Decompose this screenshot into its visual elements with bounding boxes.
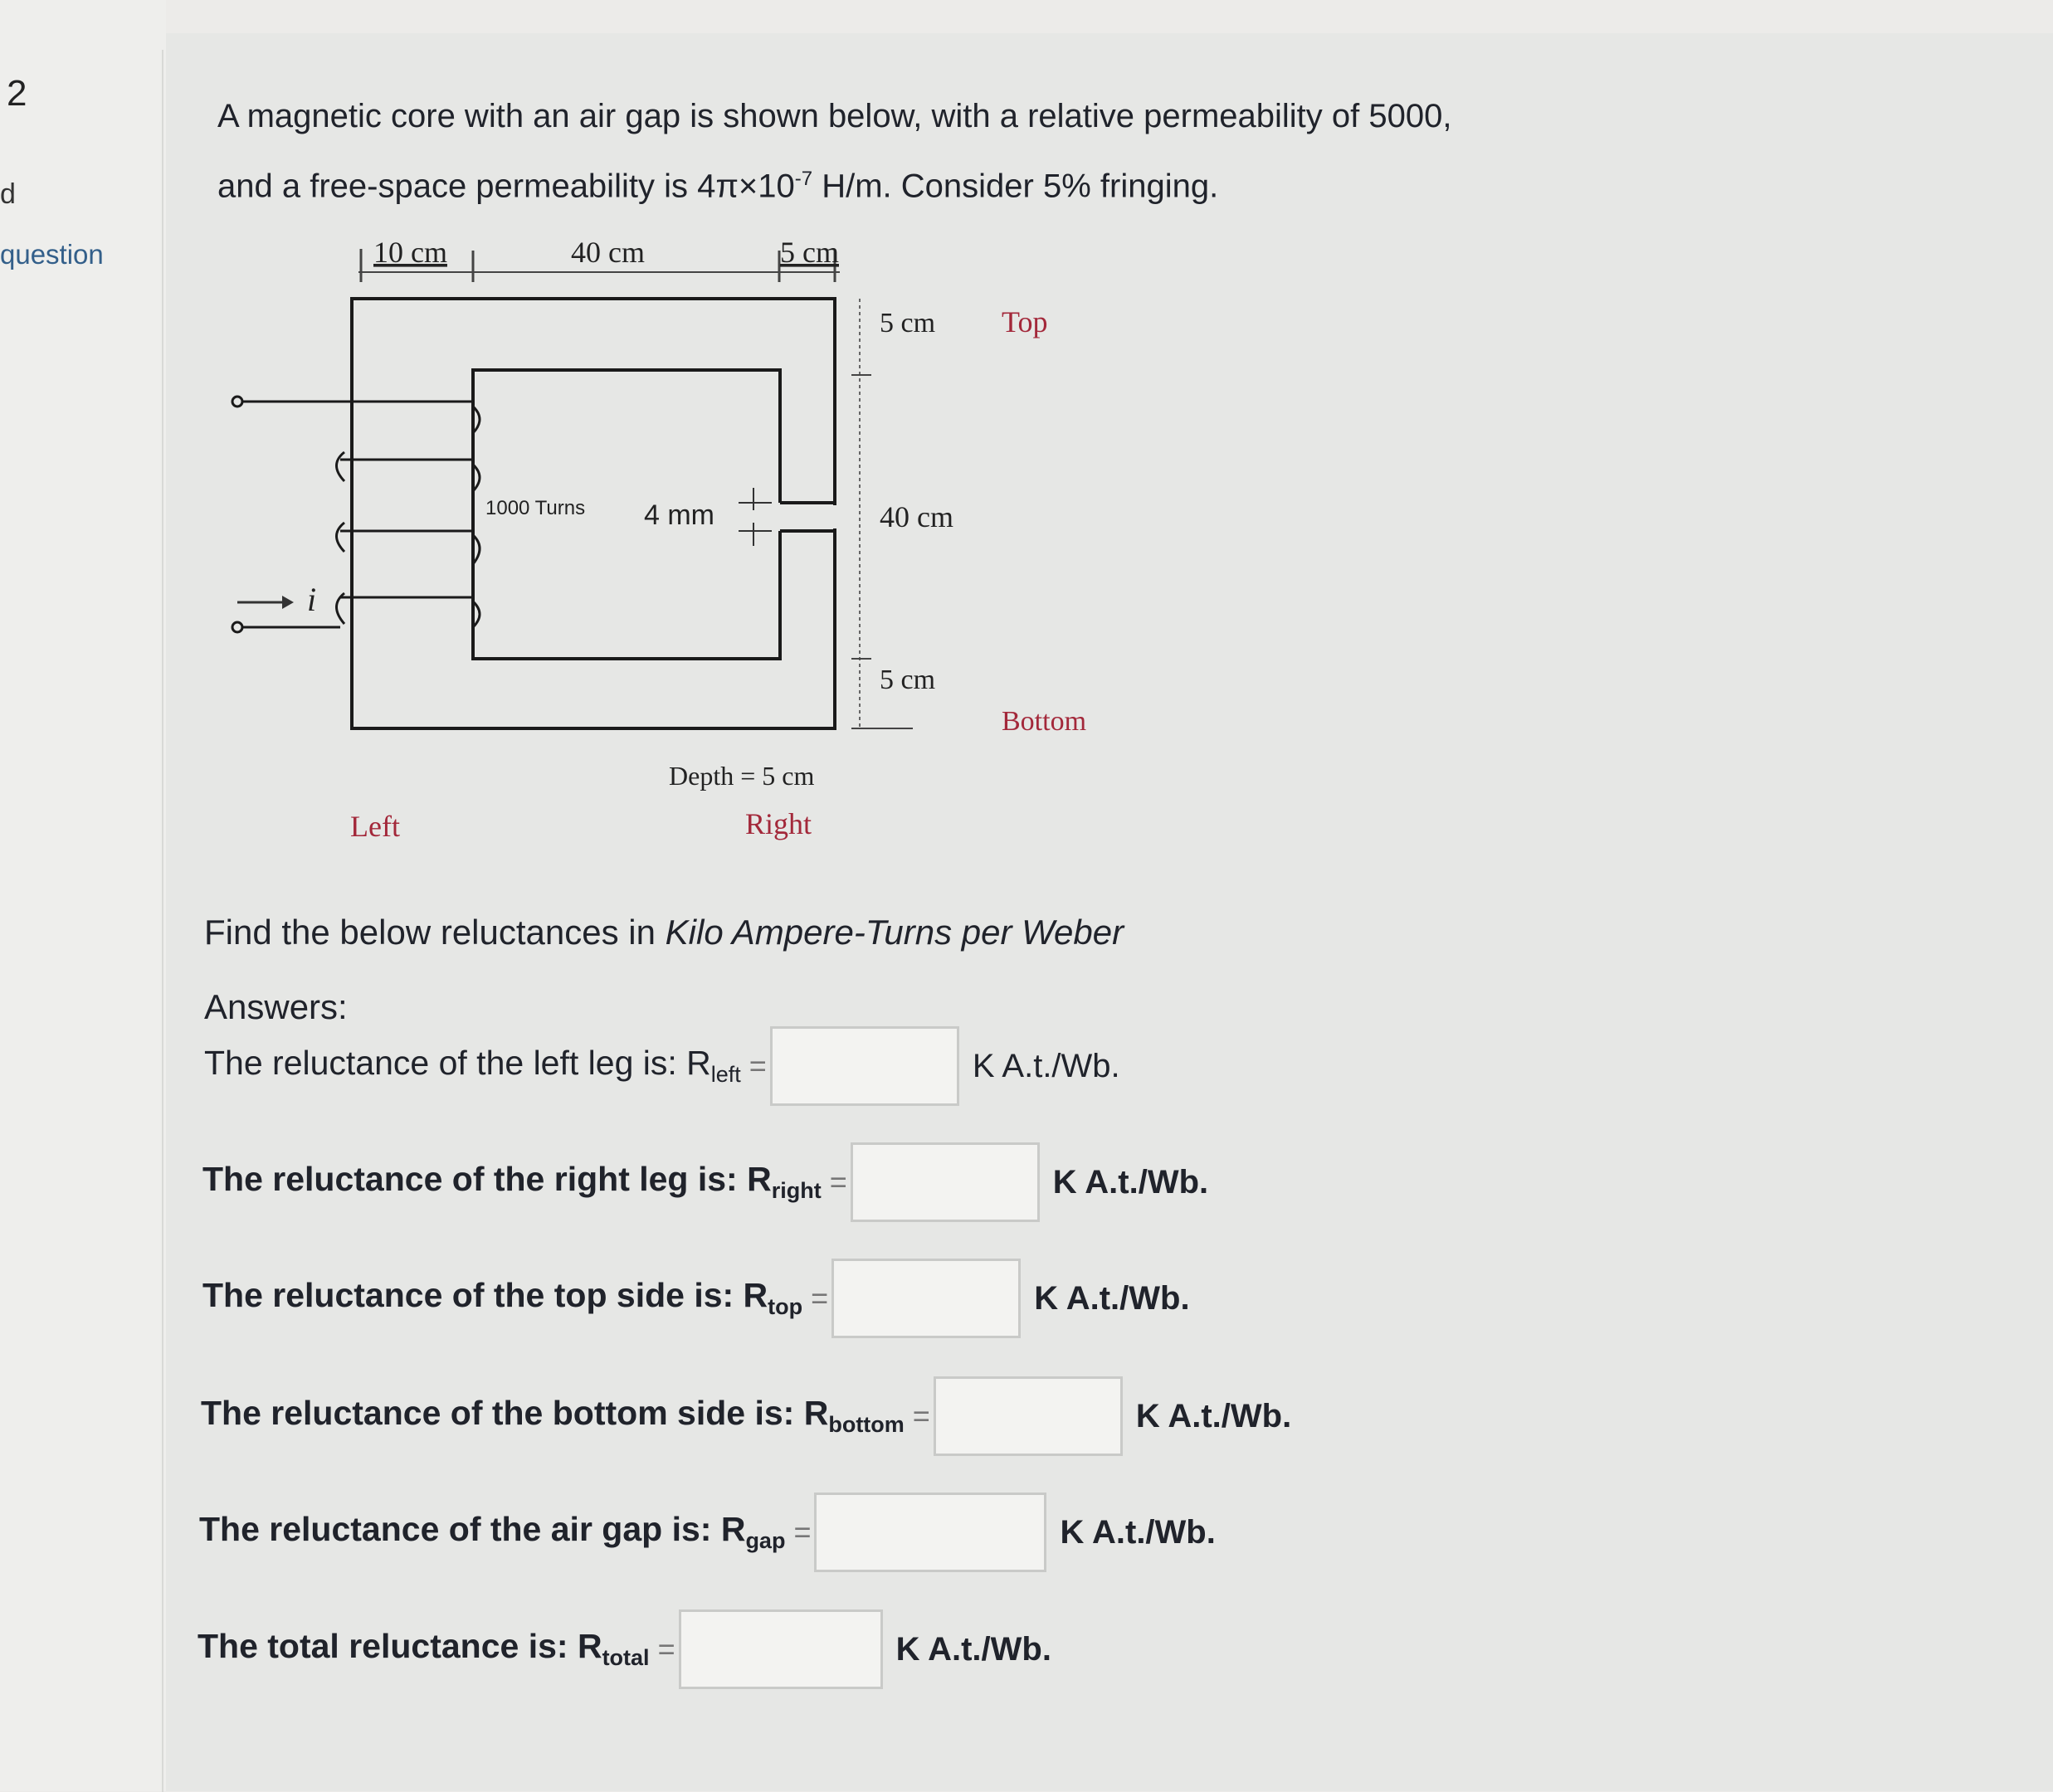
equals-sign: =	[829, 1165, 847, 1199]
dim-40cm-top: 40 cm	[571, 236, 645, 269]
unit-label: K A.t./Wb.	[1060, 1513, 1216, 1551]
answer-row-total	[197, 1608, 1051, 1691]
answer-row-bottom	[201, 1375, 1291, 1458]
unit-label: K A.t./Wb.	[1052, 1163, 1209, 1200]
flag-question-link[interactable]: question	[0, 239, 104, 270]
gap-label: 4 mm	[644, 499, 714, 531]
answer-label: The reluctance of the air gap is: $R_{gap}$	[199, 1510, 786, 1554]
answer-row-gap	[199, 1491, 1216, 1574]
dim-10cm: 10 cm	[373, 236, 447, 269]
top-side-reluctance-input[interactable]	[831, 1259, 1021, 1338]
question-state: d	[0, 178, 16, 210]
unit-label: K A.t./Wb.	[1135, 1397, 1292, 1434]
question-info-sidebar	[0, 0, 166, 1791]
turns-label: 1000 Turns	[485, 497, 586, 519]
problem-line-2-pre: and a free-space permeability is 4π×10	[217, 168, 795, 205]
current-arrow-head	[282, 596, 294, 609]
sidebar-divider	[162, 50, 163, 1792]
label-left: Left	[350, 810, 400, 843]
answer-label: The reluctance of the top side is: $R_{top}$	[202, 1276, 803, 1320]
depth-label: Depth = 5 cm	[669, 761, 815, 791]
dim-40cm-right: 40 cm	[880, 500, 953, 533]
magnetic-core-figure	[166, 33, 1328, 879]
problem-line-1: A magnetic core with an air gap is shown below, with a relative permeability of 5000,	[217, 98, 1452, 134]
dim-5cm-right-bottom: 5 cm	[880, 665, 936, 695]
air-gap-reluctance-input[interactable]	[814, 1493, 1046, 1572]
unit-label: K A.t./Wb.	[972, 1047, 1120, 1084]
core-outer	[352, 299, 835, 728]
problem-line-2-post: H/m. Consider 5% fringing.	[812, 168, 1219, 205]
prompt-text: Find the below reluctances in	[204, 913, 666, 952]
right-leg-reluctance-input[interactable]	[851, 1142, 1040, 1222]
coil-winding	[232, 397, 480, 632]
answer-label: The reluctance of the left leg is: $R_{left}$	[204, 1044, 741, 1088]
label-right: Right	[745, 807, 812, 840]
label-top: Top	[1002, 305, 1048, 338]
current-label: i	[307, 581, 317, 618]
question-content	[166, 33, 2053, 1791]
left-leg-reluctance-input[interactable]	[770, 1026, 959, 1106]
equals-sign: =	[912, 1399, 930, 1433]
dim-5cm-right-top: 5 cm	[880, 308, 936, 338]
prompt-unit: Kilo Ampere-Turns per Weber	[665, 913, 1124, 952]
question-prompt	[204, 913, 1124, 952]
question-number: 2	[7, 73, 27, 114]
answer-label: The reluctance of the bottom side is: $R_{bottom}$	[201, 1394, 905, 1438]
answers-label: Answers:	[204, 987, 348, 1026]
answer-row-top	[202, 1257, 1190, 1340]
equals-sign: =	[793, 1515, 812, 1549]
answer-label: The total reluctance is: $R_{total}$	[197, 1627, 650, 1671]
unit-label: K A.t./Wb.	[895, 1630, 1051, 1668]
answer-row-right	[202, 1141, 1208, 1224]
answer-row-left	[204, 1025, 1120, 1108]
dim-5cm-top: 5 cm	[780, 236, 839, 269]
label-bottom: Bottom	[1002, 706, 1087, 737]
equals-sign: =	[657, 1632, 675, 1666]
total-reluctance-input[interactable]	[679, 1609, 883, 1689]
permeability-exponent: -7	[794, 168, 813, 190]
equals-sign: =	[749, 1049, 767, 1083]
bottom-side-reluctance-input[interactable]	[934, 1376, 1123, 1456]
answer-label: The reluctance of the right leg is: $R_{right}$	[202, 1160, 822, 1204]
unit-label: K A.t./Wb.	[1034, 1279, 1190, 1317]
equals-sign: =	[811, 1281, 829, 1315]
